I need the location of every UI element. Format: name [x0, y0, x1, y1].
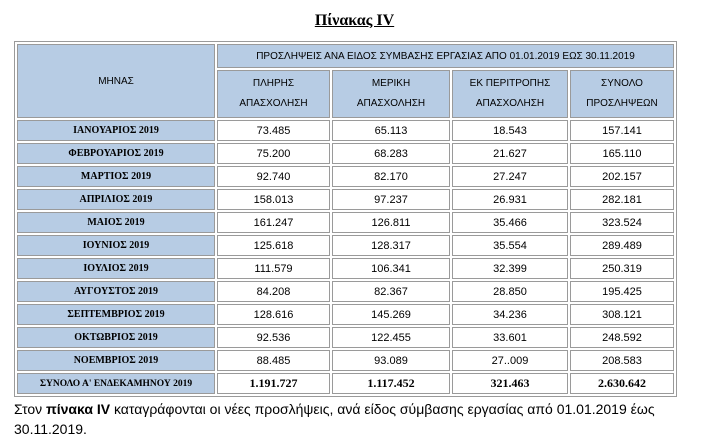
value-cell: 34.236 — [452, 304, 568, 325]
value-cell: 82.170 — [332, 166, 450, 187]
month-cell: ΙΟΥΛΙΟΣ 2019 — [17, 258, 215, 279]
table-row — [17, 189, 674, 210]
value-cell: 84.208 — [217, 281, 330, 302]
table-row — [17, 281, 674, 302]
table-row — [17, 143, 674, 164]
column-header-line2: ΠΡΟΣΛΗΨΕΩΝ — [586, 98, 658, 109]
value-cell: 92.740 — [217, 166, 330, 187]
month-cell: ΑΥΓΟΥΣΤΟΣ 2019 — [17, 281, 215, 302]
column-header-line2: ΑΠΑΣΧΟΛΗΣΗ — [475, 98, 545, 109]
value-cell: 21.627 — [452, 143, 568, 164]
table-row — [17, 327, 674, 348]
value-cell: 308.121 — [570, 304, 674, 325]
month-cell: ΜΑΡΤΙΟΣ 2019 — [17, 166, 215, 187]
value-cell: 289.489 — [570, 235, 674, 256]
table-title: Πίνακας IV — [314, 12, 395, 29]
month-cell: ΣΕΠΤΕΜΒΡΙΟΣ 2019 — [17, 304, 215, 325]
column-header-line1: ΕΚ ΠΕΡΙΤΡΟΠΗΣ — [469, 78, 551, 89]
value-cell: 27.247 — [452, 166, 568, 187]
value-cell: 165.110 — [570, 143, 674, 164]
value-cell: 111.579 — [217, 258, 330, 279]
value-cell: 75.200 — [217, 143, 330, 164]
value-cell: 18.543 — [452, 120, 568, 141]
value-cell: 323.524 — [570, 212, 674, 233]
table-row — [17, 212, 674, 233]
column-header-line1: ΠΛΗΡΗΣ — [252, 78, 295, 89]
value-cell: 68.283 — [332, 143, 450, 164]
value-cell: 1.117.452 — [332, 373, 450, 394]
month-column-header: ΜΗΝΑΣ — [17, 44, 215, 118]
table-row — [17, 258, 674, 279]
value-cell: 88.485 — [217, 350, 330, 371]
value-cell: 92.536 — [217, 327, 330, 348]
value-cell: 321.463 — [452, 373, 568, 394]
hiring-table — [14, 41, 677, 397]
value-cell: 126.811 — [332, 212, 450, 233]
column-header-line1: ΜΕΡΙΚΗ — [371, 78, 411, 89]
value-cell: 65.113 — [332, 120, 450, 141]
column-header-3 — [452, 70, 568, 118]
value-cell: 1.191.727 — [217, 373, 330, 394]
table-row — [17, 304, 674, 325]
column-header-line2: ΑΠΑΣΧΟΛΗΣΗ — [239, 98, 308, 109]
value-cell: 32.399 — [452, 258, 568, 279]
month-cell: ΑΠΡΙΛΙΟΣ 2019 — [17, 189, 215, 210]
value-cell: 33.601 — [452, 327, 568, 348]
value-cell: 27..009 — [452, 350, 568, 371]
table-note — [14, 399, 704, 439]
note-text-start: Στον — [14, 401, 46, 417]
value-cell: 202.157 — [570, 166, 674, 187]
value-cell: 248.592 — [570, 327, 674, 348]
value-cell: 128.317 — [332, 235, 450, 256]
month-cell: ΝΟΕΜΒΡΙΟΣ 2019 — [17, 350, 215, 371]
table-row — [17, 350, 674, 371]
table-row — [17, 166, 674, 187]
group-header: ΠΡΟΣΛΗΨΕΙΣ ΑΝΑ ΕΙΔΟΣ ΣΥΜΒΑΣΗΣ ΕΡΓΑΣΙΑΣ ΑΠΟ 01.01.2019 ΕΩΣ 30.11.2019 — [217, 44, 674, 68]
table-row — [17, 120, 674, 141]
column-header-4 — [570, 70, 674, 118]
column-header-2 — [332, 70, 450, 118]
month-cell: ΙΟΥΝΙΟΣ 2019 — [17, 235, 215, 256]
value-cell: 145.269 — [332, 304, 450, 325]
value-cell: 82.367 — [332, 281, 450, 302]
month-cell: ΦΕΒΡΟΥΑΡΙΟΣ 2019 — [17, 143, 215, 164]
value-cell: 26.931 — [452, 189, 568, 210]
month-cell: ΟΚΤΩΒΡΙΟΣ 2019 — [17, 327, 215, 348]
value-cell: 161.247 — [217, 212, 330, 233]
column-header-line1: ΣΥΝΟΛΟ — [601, 78, 643, 89]
value-cell: 35.554 — [452, 235, 568, 256]
value-cell: 73.485 — [217, 120, 330, 141]
value-cell: 158.013 — [217, 189, 330, 210]
value-cell: 157.141 — [570, 120, 674, 141]
value-cell: 106.341 — [332, 258, 450, 279]
value-cell: 122.455 — [332, 327, 450, 348]
value-cell: 93.089 — [332, 350, 450, 371]
note-text-end: καταγράφονται οι νέες προσλήψεις, ανά είδος σύμβασης εργασίας από 01.01.2019 έως 30.11.2019. — [14, 401, 655, 437]
value-cell: 195.425 — [570, 281, 674, 302]
value-cell: 250.319 — [570, 258, 674, 279]
note-text-bold: πίνακα IV — [46, 401, 111, 417]
value-cell: 97.237 — [332, 189, 450, 210]
total-row — [17, 373, 674, 394]
value-cell: 35.466 — [452, 212, 568, 233]
value-cell: 282.181 — [570, 189, 674, 210]
value-cell: 2.630.642 — [570, 373, 674, 394]
value-cell: 28.850 — [452, 281, 568, 302]
column-header-line2: ΑΠΑΣΧΟΛΗΣΗ — [356, 98, 426, 109]
column-header-1 — [217, 70, 330, 118]
value-cell: 125.618 — [217, 235, 330, 256]
value-cell: 128.616 — [217, 304, 330, 325]
table-row — [17, 235, 674, 256]
month-cell: ΙΑΝΟΥΑΡΙΟΣ 2019 — [17, 120, 215, 141]
value-cell: 208.583 — [570, 350, 674, 371]
month-cell: ΣΥΝΟΛΟ Α' ΕΝΔΕΚΑΜΗΝΟΥ 2019 — [17, 373, 215, 394]
month-cell: ΜΑΙΟΣ 2019 — [17, 212, 215, 233]
